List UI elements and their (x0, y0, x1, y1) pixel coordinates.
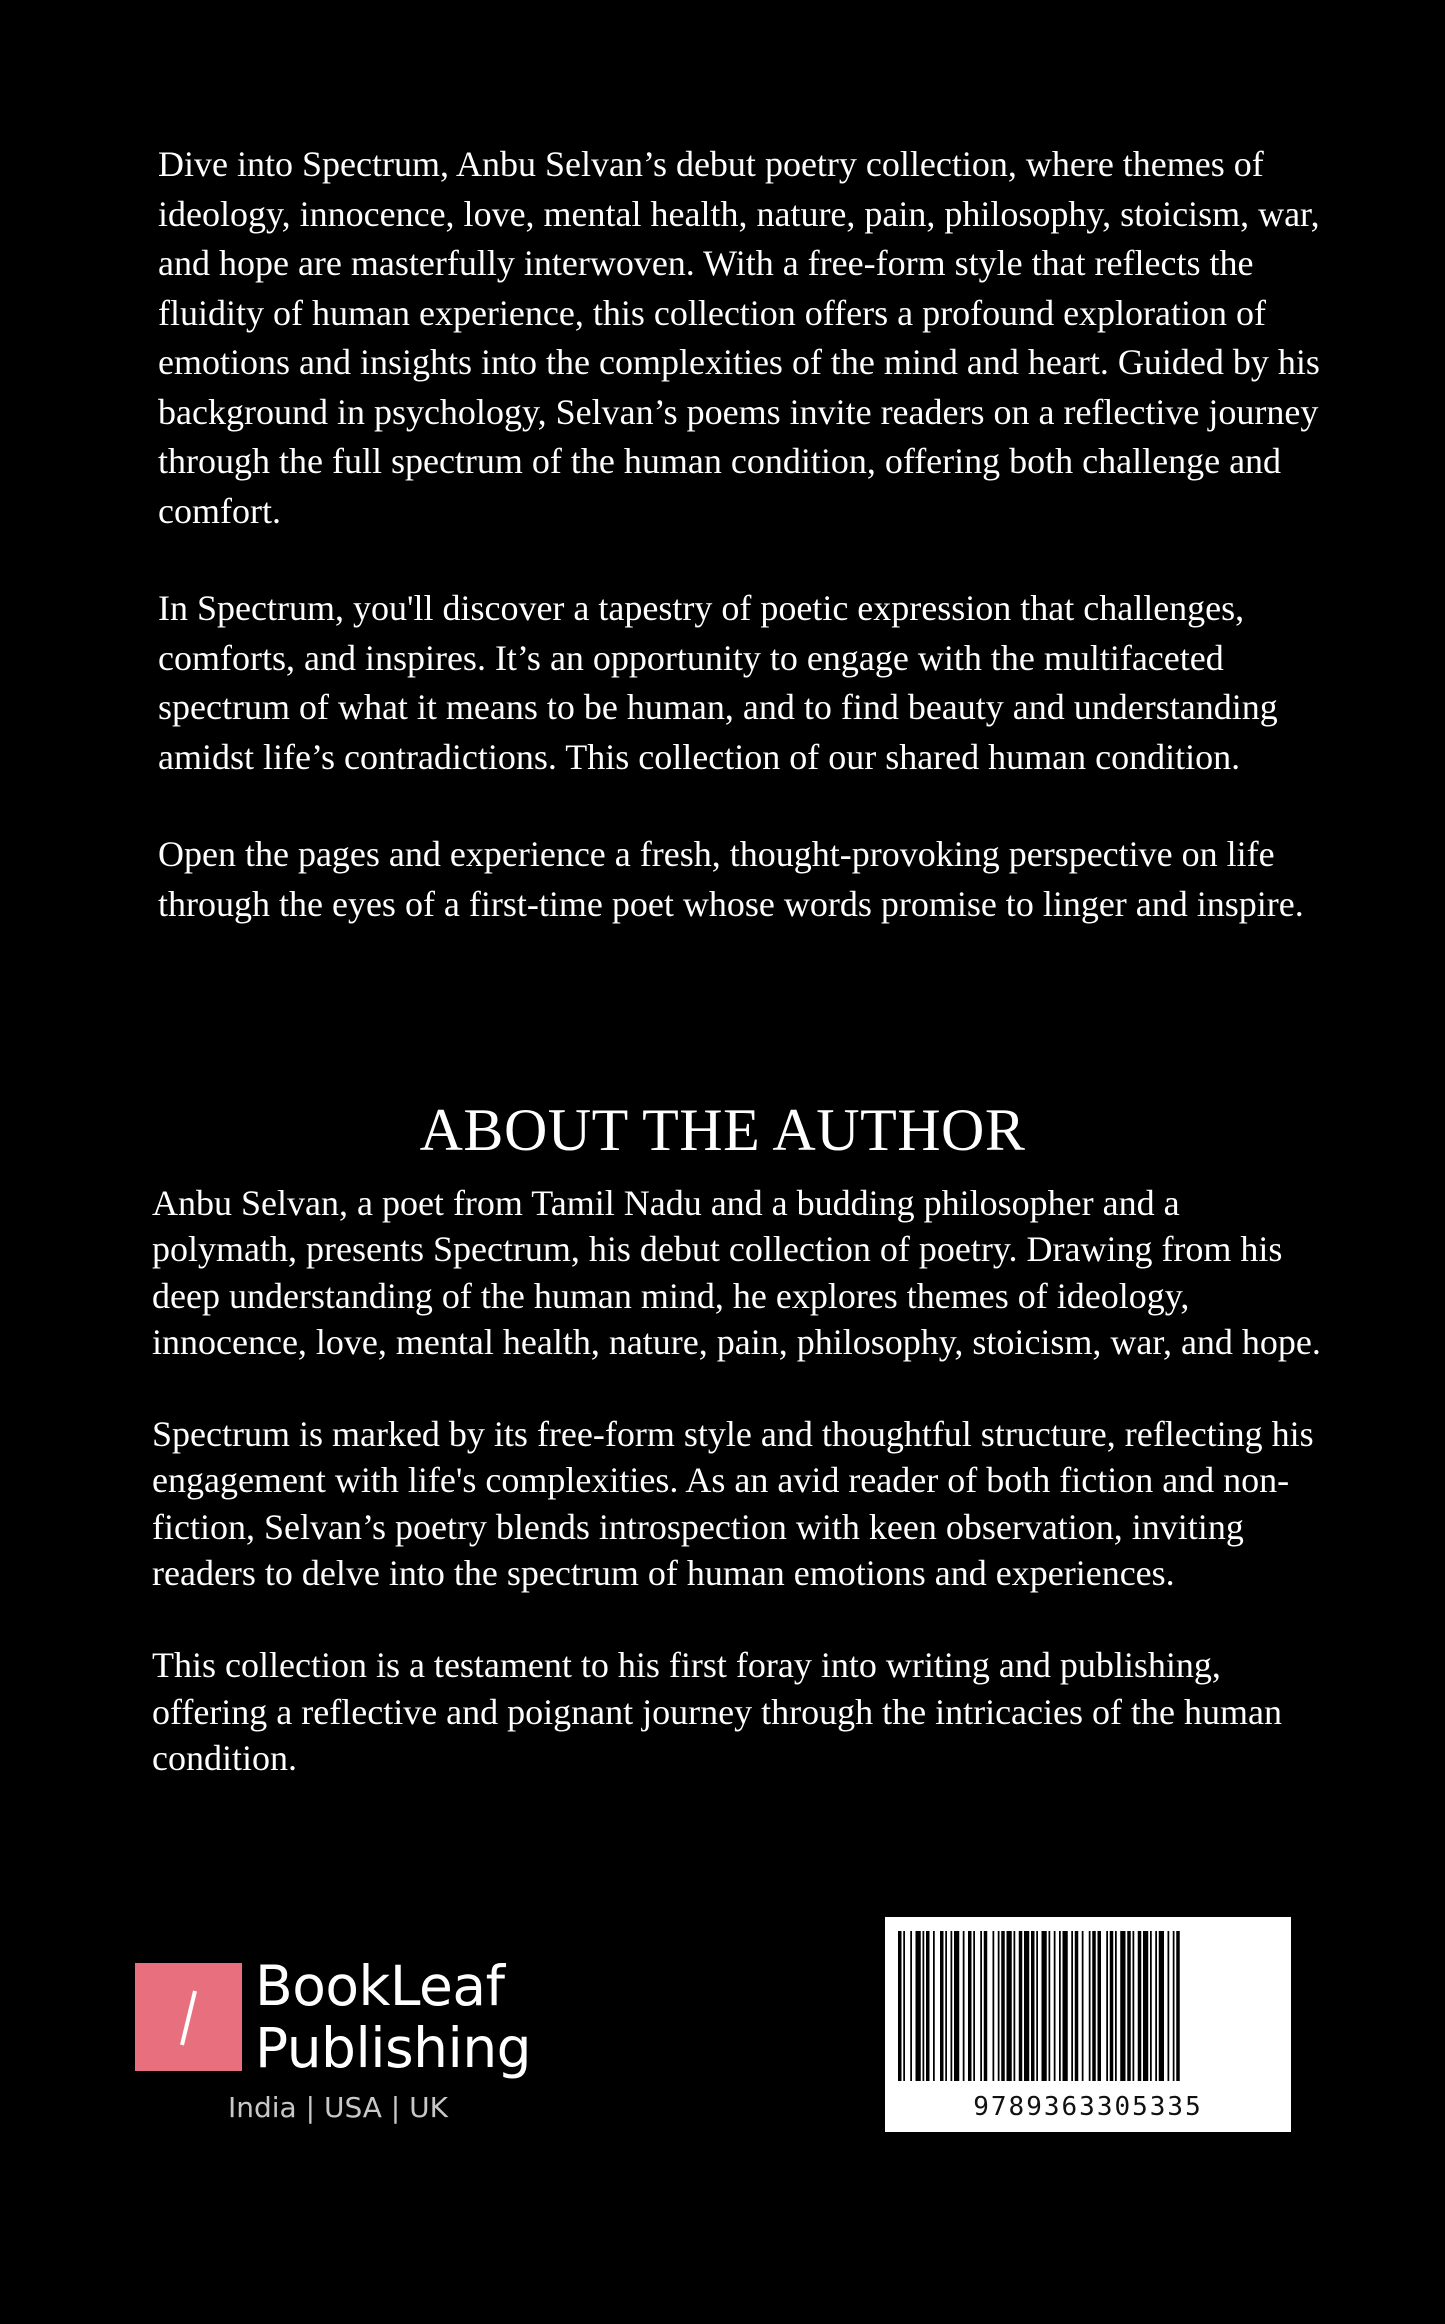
publisher-regions: India | USA | UK (228, 2091, 448, 2124)
barcode-bar (1173, 1931, 1175, 2081)
barcode-bar (1159, 1931, 1164, 2081)
barcode-bar (1110, 1931, 1114, 2081)
barcode-bar (1075, 1931, 1079, 2081)
barcode-bar (898, 1931, 902, 2081)
barcode-bar (1092, 1931, 1096, 2081)
barcode-bar (1071, 1931, 1073, 2081)
barcode-bar (1054, 1931, 1056, 2081)
barcode-bar (1138, 1931, 1142, 2081)
barcode-bar (968, 1931, 972, 2081)
barcode-bar (998, 1931, 1000, 2081)
barcode-bar (926, 1931, 930, 2081)
barcode-bar (1098, 1931, 1102, 2081)
barcode-bar (1001, 1931, 1005, 2081)
barcode-bar (993, 1931, 995, 2081)
barcode-bar (903, 1931, 905, 2081)
about-author-heading: ABOUT THE AUTHOR (419, 1097, 1026, 1163)
barcode-bar (1143, 1931, 1148, 2081)
about-paragraph: This collection is a testament to his first foray into writing and publishing, offering a reflective and poignant journey through the intricacies of the human condition. (152, 1645, 1282, 1778)
barcode-bar (1049, 1931, 1051, 2081)
barcode-bar (1133, 1931, 1135, 2081)
barcode-bar (973, 1931, 975, 2081)
barcode-bar (1082, 1931, 1084, 2081)
barcode-bar (1120, 1931, 1125, 2081)
about-paragraph: Anbu Selvan, a poet from Tamil Nadu and a budding philosopher and a polymath, presents Spectrum, his debut collection of poetry. Drawing from his deep understanding of the human mind, he explores themes of ideology, innocence, love, mental health, nature, pain, philosophy, stoicism, war, and hope. (152, 1183, 1321, 1362)
barcode-bar (1168, 1931, 1170, 2081)
barcode-bar (1007, 1931, 1012, 2081)
slash-logo-icon (135, 1963, 242, 2071)
barcode-bar (1127, 1931, 1131, 2081)
barcode-bar (1042, 1931, 1047, 2081)
publisher-name (255, 1955, 531, 2079)
description-paragraph: In Spectrum, you'll discover a tapestry of poetic expression that challenges, comforts, and inspires. It’s an opportunity to engage with the multifaceted spectrum of what it means to be human, and to find beauty and understanding amidst life’s contradictions. This collection of our shared human condition. (158, 588, 1278, 777)
barcode-bar (940, 1931, 944, 2081)
publisher-name-line2: Publishing (255, 2016, 532, 2080)
book-description (158, 140, 1338, 977)
barcode-bar (1059, 1931, 1061, 2081)
barcode-bar (1036, 1931, 1038, 2081)
barcode-bar (945, 1931, 947, 2081)
barcode-bar (1031, 1931, 1035, 2081)
isbn-number: 9789363305335 (973, 2092, 1203, 2122)
barcode-bar (933, 1931, 935, 2081)
barcode-bar (1019, 1931, 1023, 2081)
barcode-bar (963, 1931, 965, 2081)
barcode-bar (954, 1931, 959, 2081)
description-paragraph: Open the pages and experience a fresh, thought-provoking perspective on life through the eyes of a first-time poet whose words promise to linger and inspire. (158, 834, 1304, 924)
barcode-bar (1115, 1931, 1117, 2081)
barcode-bar (1014, 1931, 1016, 2081)
barcode-bar (951, 1931, 953, 2081)
publisher-name-line1: BookLeaf (255, 1954, 505, 2018)
barcode-bar (1024, 1931, 1029, 2081)
barcode-bar (1089, 1931, 1091, 2081)
barcode-bar (1106, 1931, 1108, 2081)
barcode-bar (1176, 1931, 1180, 2081)
barcode-bar (1150, 1931, 1152, 2081)
barcode-bar (1155, 1931, 1157, 2081)
barcode-bar (980, 1931, 982, 2081)
barcode-bar (923, 1931, 925, 2081)
about-author-section (152, 1180, 1332, 1827)
isbn-barcode (885, 1917, 1291, 2132)
barcode-bar (984, 1931, 988, 2081)
about-paragraph: Spectrum is marked by its free-form style and thoughtful structure, reflecting his engagement with life's complexities. As an avid reader of both fiction and non-fiction, Selvan’s poetry blends introspection with keen observation, inviting readers to delve into the spectrum of human emotions and experiences. (152, 1414, 1314, 1594)
description-paragraph: Dive into Spectrum, Anbu Selvan’s debut poetry collection, where themes of ideology, innocence, love, mental health, nature, pain, philosophy, stoicism, war, and hope are masterfully interwoven. With a free-form style that reflects the fluidity of human experience, this collection offers a profound exploration of emotions and insights into the complexities of the mind and heart. Guided by his background in psychology, Selvan’s poems invite readers on a reflective journey through the full spectrum of the human condition, offering both challenge and comfort. (158, 144, 1320, 531)
barcode-bar (1063, 1931, 1068, 2081)
barcode-bar (910, 1931, 912, 2081)
barcode-bar (916, 1931, 921, 2081)
